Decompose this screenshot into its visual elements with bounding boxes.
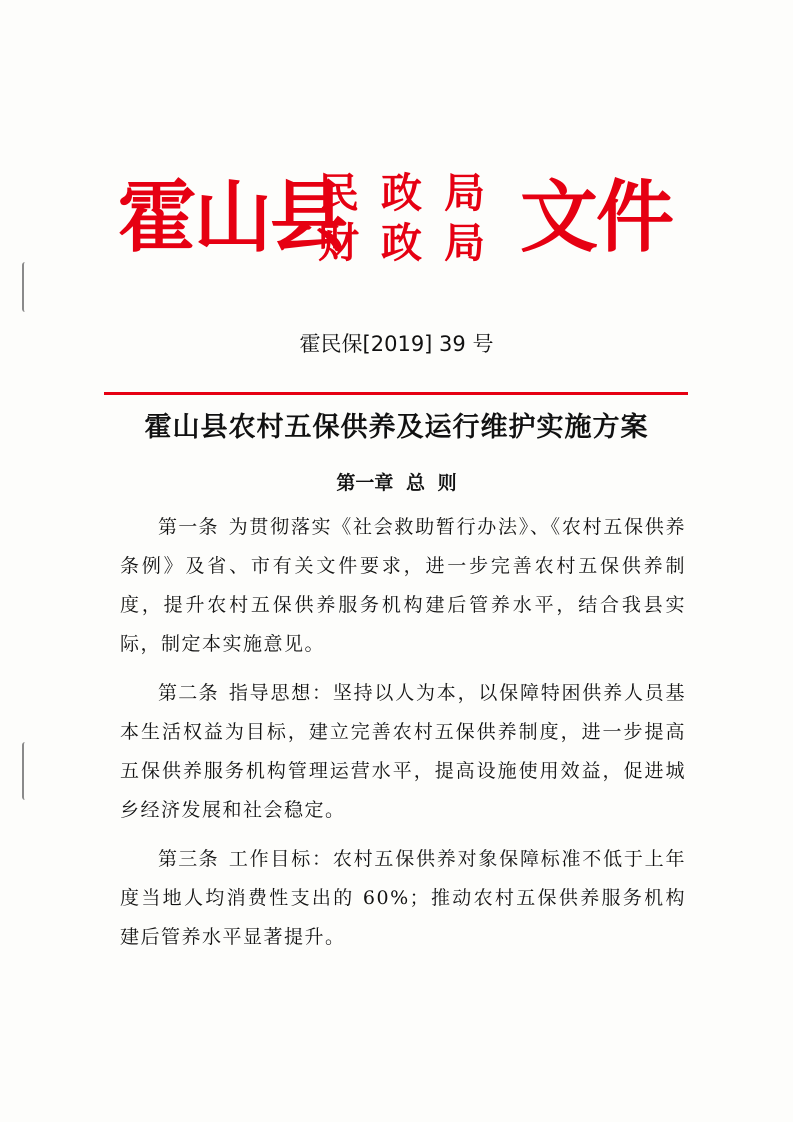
staple-mark (22, 742, 30, 800)
red-divider (104, 392, 688, 395)
article-label: 第三条 (158, 848, 219, 870)
article-paragraph (120, 840, 686, 957)
document-header (118, 160, 678, 280)
article-text: 工作目标：农村五保供养对象保障标准不低于上年度当地人均消费性支出的 60%；推动农村五保供养服务机构建后管养水平显著提升。 (120, 848, 686, 948)
document-number: 霍民保[2019] 39 号 (299, 332, 494, 356)
article-text: 为贯彻落实《社会救助暂行办法》、《农村五保供养条例》及省、市有关文件要求，进一步完善农村五保供养制度，提升农村五保供养服务机构建后管养水平，结合我县实际，制定本实施意见。 (120, 516, 686, 655)
document-title: 霍山县农村五保供养及运行维护实施方案 (144, 412, 649, 443)
article-paragraph (120, 508, 686, 664)
document-body (120, 508, 686, 967)
article-label: 第二条 (158, 682, 219, 704)
staple-mark (22, 262, 30, 312)
header-document-word: 文件 (520, 173, 673, 263)
article-text: 指导思想：坚持以人为本，以保障特困供养人员基本生活权益为目标，建立完善农村五保供养制度，进一步提高五保供养服务机构管理运营水平，提高设施使用效益，促进城乡经济发展和社会稳定。 (120, 682, 686, 821)
header-county-name: 霍山县 (118, 173, 347, 263)
header-agency-finance: 财政局 (318, 219, 507, 267)
article-paragraph (120, 674, 686, 830)
article-label: 第一条 (158, 516, 219, 538)
header-agency-civil-affairs: 民政局 (318, 169, 507, 217)
chapter-heading: 第一章 总 则 (336, 472, 457, 494)
